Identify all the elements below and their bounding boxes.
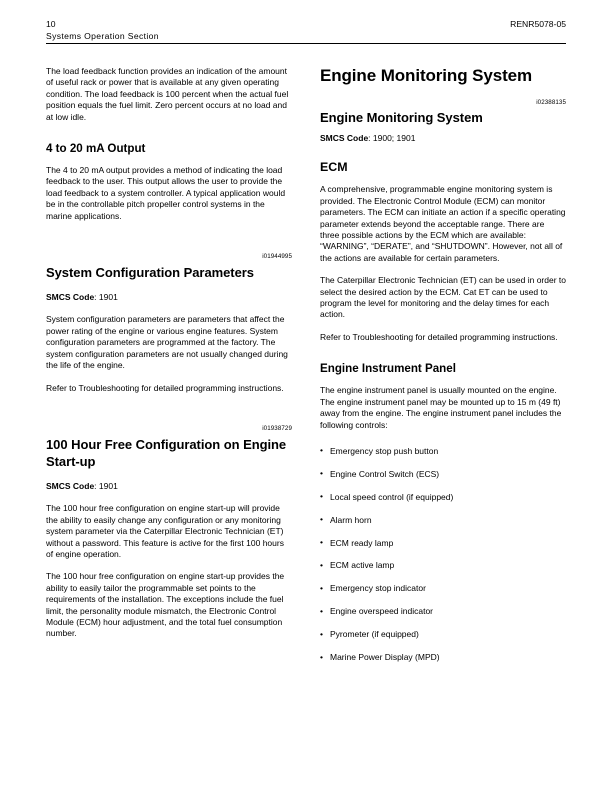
document-number: RENR5078-05 (510, 19, 566, 29)
heading-engine-monitoring-system: Engine Monitoring System (320, 110, 483, 125)
page-number: 10 (46, 19, 56, 29)
smcs-code-engine-monitoring (320, 133, 566, 144)
spacer (320, 354, 566, 361)
body-columns (46, 66, 566, 675)
paragraph-ecm-2: The Caterpillar Electronic Technician (ET) can be used in order to select the desired action by the ECM. Cat ET can be used to program the level for monitoring and the delay times for each action. (320, 275, 566, 320)
paragraph-system-configuration-1: System configuration parameters are parameters that affect the power rating of the engine or various engine features. System configuration parameters are programmed at the factory. The system configuration parameters are not usually changed during the life of the engine. (46, 314, 288, 371)
heading-4-to-20-ma-output: 4 to 20 mA Output (46, 142, 146, 156)
load-feedback-paragraph: The load feedback function provides an indication of the amount of useful rack or power that is available at any given operating condition. The load feedback is 100 percent when the actual fuel position equals the fuel limit. Zero percent occurs at no load and at low idle. (46, 66, 289, 122)
smcs-code-system-configuration (46, 292, 292, 303)
header-section-title: Systems Operation Section (46, 31, 159, 41)
smcs-code-label: SMCS Code (46, 292, 95, 303)
reference-id-system-configuration: i01944995 (262, 253, 292, 261)
list-item: • Engine overspeed indicator (320, 606, 566, 617)
list-item: • Marine Power Display (MPD) (320, 652, 566, 663)
chapter-title-engine-monitoring-system: Engine Monitoring System (320, 66, 533, 85)
smcs-code-label: SMCS Code (320, 133, 369, 143)
smcs-code-value: : 1901 (94, 480, 118, 491)
header-divider-rule (46, 43, 566, 44)
list-item: • Pyrometer (if equipped) (320, 629, 566, 640)
list-item: • Emergency stop indicator (320, 583, 566, 594)
list-item: • Emergency stop push button (320, 446, 566, 457)
list-item: • Alarm horn (320, 515, 566, 526)
smcs-code-100-hour (46, 481, 292, 492)
smcs-code-value: : 1901 (94, 292, 118, 303)
heading-100-hour-free-configuration: 100 Hour Free Configuration on Engine Start-up (46, 436, 287, 469)
paragraph-ecm-3: Refer to Troubleshooting for detailed programming instructions. (320, 331, 558, 342)
paragraph-system-configuration-2: Refer to Troubleshooting for detailed programming instructions. (46, 382, 284, 393)
spacer (46, 134, 292, 141)
paragraph-engine-instrument-panel: The engine instrument panel is usually mounted on the engine. The engine instrument panel may be mounted up to 15 m (49 ft) away from the engine. The engine instrument panel includes the following controls: (320, 385, 562, 430)
heading-system-configuration-parameters: System Configuration Parameters (46, 265, 254, 281)
smcs-code-label: SMCS Code (46, 480, 95, 491)
list-item: • Engine Control Switch (ECS) (320, 469, 566, 480)
list-item: • ECM active lamp (320, 560, 566, 571)
heading-ecm: ECM (320, 160, 348, 175)
left-column (46, 66, 292, 675)
heading-engine-instrument-panel: Engine Instrument Panel (320, 362, 456, 376)
paragraph-100-hour-1: The 100 hour free configuration on engine start-up will provide the ability to easily change any configuration or any monitoring system parameter via the Caterpillar Electronic Technician (ET) without a password. This feature is active for the first 100 hours of engine operation. (46, 503, 284, 559)
engine-instrument-panel-controls-list (320, 446, 566, 664)
paragraph-ecm-1: A comprehensive, programmable engine monitoring system is provided. The Electronic Control Module (ECM) can monitor parameters. The ECM can initiate an action if a specific operating parameter extends beyond the acceptable range. There are three possible actions by the ECM which are available: “WARNING”, “DERATE”, and “SHUTDOWN”. However, not all of the actions are available for certain parameters. (320, 184, 566, 263)
header-top-row (46, 18, 566, 30)
reference-id-100-hour-free-configuration: i01938729 (262, 424, 292, 432)
right-column (320, 66, 566, 675)
smcs-code-value: : 1900; 1901 (368, 133, 416, 143)
list-item: • Local speed control (if equipped) (320, 492, 566, 503)
page-header (46, 18, 566, 44)
list-item: • ECM ready lamp (320, 538, 566, 549)
paragraph-4-to-20-ma-output: The 4 to 20 mA output provides a method of indicating the load feedback to the user. This output allows the user to provide the load feedback to a system controller. A typical application would be in the controllable pitch propeller control systems in the marine applications. (46, 165, 286, 221)
paragraph-100-hour-2: The 100 hour free configuration on engine start-up provides the ability to easily tailor the programmable set points to the requirements of the installation. The exceptions include the fuel limit, the personality module mismatch, the Electronic Control Module (ECM) hour adjustment, and the total fuel consumption number. (46, 571, 285, 639)
reference-id-engine-monitoring-system: i02388135 (536, 99, 566, 106)
spacer (46, 405, 292, 425)
spacer (320, 86, 566, 99)
spacer (46, 233, 292, 253)
